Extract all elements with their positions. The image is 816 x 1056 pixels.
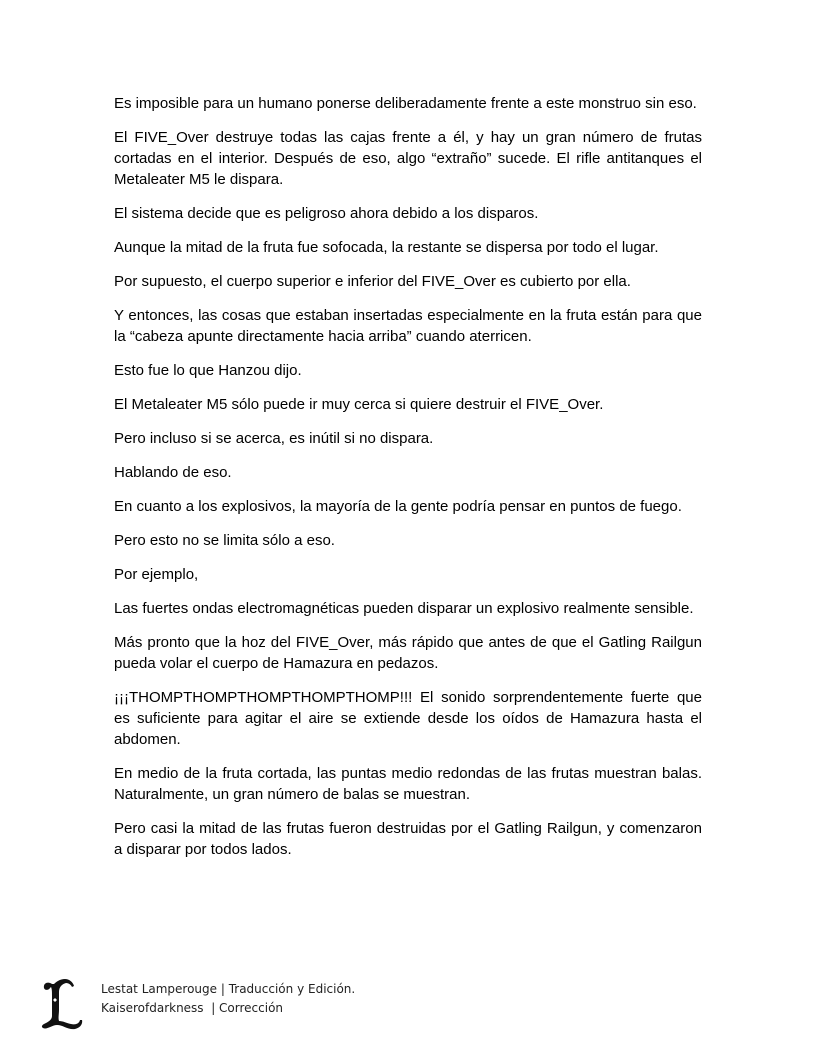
paragraph: Por supuesto, el cuerpo superior e inferior del FIVE_Over es cubierto por ella.: [114, 273, 631, 290]
page-footer: [38, 978, 778, 1038]
paragraph: El sistema decide que es peligroso ahora debido a los disparos.: [114, 205, 539, 222]
paragraph: Pero casi la mitad de las frutas fueron destruidas por el Gatling Railgun, y comenzaron a disparar por todos lados.: [114, 820, 702, 858]
credits: [101, 980, 355, 1018]
paragraph: Pero esto no se limita sólo a eso.: [114, 532, 335, 549]
credit-translation: Lestat Lamperouge | Traducción y Edición.: [101, 982, 356, 996]
credit-correction: Kaiserofdarkness | Corrección: [101, 1001, 284, 1015]
paragraph: Aunque la mitad de la fruta fue sofocada, la restante se dispersa por todo el lugar.: [114, 239, 659, 256]
paragraph: Esto fue lo que Hanzou dijo.: [114, 362, 302, 379]
paragraph: En medio de la fruta cortada, las puntas medio redondas de las frutas muestran balas. Naturalmente, un gran número de balas se muestran.: [114, 765, 702, 803]
paragraph: ¡¡¡THOMPTHOMPTHOMPTHOMPTHOMP!!! El sonido sorprendentemente fuerte que es suficiente para agitar el aire se extiende desde los oídos de Hamazura hasta el abdomen.: [114, 689, 702, 748]
paragraph: Es imposible para un humano ponerse deliberadamente frente a este monstruo sin eso.: [114, 95, 697, 112]
paragraph: Y entonces, las cosas que estaban insertadas especialmente en la fruta están para que la “cabeza apunte directamente hacia arriba” cuando aterricen.: [114, 307, 702, 345]
paragraph: El FIVE_Over destruye todas las cajas frente a él, y hay un gran número de frutas cortadas en el interior. Después de eso, algo “extraño” sucede. El rifle antitanques el Metaleater M5 le dispara.: [114, 129, 702, 188]
paragraph: En cuanto a los explosivos, la mayoría de la gente podría pensar en puntos de fuego.: [114, 498, 682, 515]
gothic-L-logo-icon: [38, 978, 86, 1032]
paragraph: Por ejemplo,: [114, 566, 199, 583]
paragraph: Hablando de eso.: [114, 464, 232, 481]
paragraph: Más pronto que la hoz del FIVE_Over, más rápido que antes de que el Gatling Railgun pueda volar el cuerpo de Hamazura en pedazos.: [114, 634, 702, 672]
paragraph: Las fuertes ondas electromagnéticas pueden disparar un explosivo realmente sensible.: [114, 600, 694, 617]
document-body: [114, 93, 702, 873]
paragraph: El Metaleater M5 sólo puede ir muy cerca si quiere destruir el FIVE_Over.: [114, 396, 604, 413]
paragraph: Pero incluso si se acerca, es inútil si no dispara.: [114, 430, 434, 447]
